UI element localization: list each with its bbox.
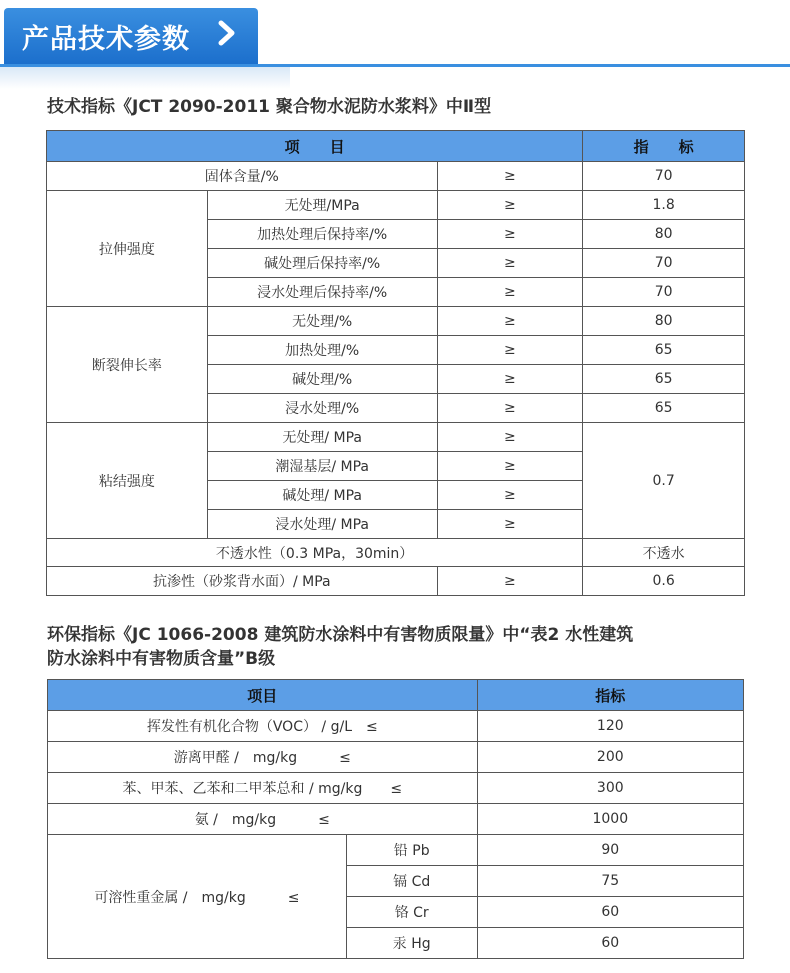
row-value: 65: [583, 394, 745, 423]
row-label: 苯、甲苯、乙苯和二甲苯总和 / mg/kg ≤: [48, 773, 478, 804]
row-label: 挥发性有机化合物（VOC） / g/L ≤: [48, 711, 478, 742]
table-row: [47, 191, 745, 220]
row-label: 无处理/%: [207, 307, 437, 336]
row-value: 65: [583, 365, 745, 394]
row-label: 抗渗性（砂浆背水面）/ MPa: [47, 567, 438, 596]
technical-spec-table: [46, 130, 745, 596]
row-label: 汞 Hg: [346, 928, 477, 959]
group-label-elongation: 断裂伸长率: [47, 307, 208, 423]
group-label-bond: 粘结强度: [47, 423, 208, 539]
header-item: 项目: [48, 680, 478, 711]
row-label: 氨 / mg/kg ≤: [48, 804, 478, 835]
gte-sign: ≥: [437, 394, 583, 423]
table-row: [47, 307, 745, 336]
table-row: [47, 539, 745, 567]
section1-title: 技术指标《JCT 2090-2011 聚合物水泥防水浆料》中Ⅱ型: [47, 97, 492, 117]
header-item: 项 目: [47, 131, 583, 162]
gte-sign: ≥: [437, 567, 583, 596]
row-label: 固体含量/%: [47, 162, 438, 191]
gte-sign: ≥: [437, 481, 583, 510]
row-value: 120: [477, 711, 743, 742]
table-row: [48, 742, 744, 773]
row-label: 碱处理/%: [207, 365, 437, 394]
row-value: 60: [477, 897, 743, 928]
header-banner: [0, 0, 790, 90]
row-value: 不透水: [583, 539, 745, 567]
table-row: [47, 423, 745, 452]
row-value: 60: [477, 928, 743, 959]
row-value: 0.6: [583, 567, 745, 596]
table-row: [48, 773, 744, 804]
row-value: 80: [583, 220, 745, 249]
row-value: 200: [477, 742, 743, 773]
row-label: 浸水处理后保持率/%: [207, 278, 437, 307]
row-label: 铅 Pb: [346, 835, 477, 866]
row-label: 加热处理/%: [207, 336, 437, 365]
gte-sign: ≥: [437, 510, 583, 539]
gte-sign: ≥: [437, 278, 583, 307]
row-value: 70: [583, 278, 745, 307]
group-label-metals: 可溶性重金属 / mg/kg ≤: [48, 835, 347, 959]
group-label-tensile: 拉伸强度: [47, 191, 208, 307]
row-label: 潮湿基层/ MPa: [207, 452, 437, 481]
page-title: 产品技术参数: [22, 24, 190, 55]
chevron-right-icon: [212, 18, 242, 48]
gte-sign: ≥: [437, 249, 583, 278]
row-label: 无处理/MPa: [207, 191, 437, 220]
table-row: [47, 162, 745, 191]
gte-sign: ≥: [437, 423, 583, 452]
gte-sign: ≥: [437, 365, 583, 394]
row-label: 无处理/ MPa: [207, 423, 437, 452]
row-value: 1000: [477, 804, 743, 835]
row-value: 90: [477, 835, 743, 866]
gte-sign: ≥: [437, 162, 583, 191]
row-value: 70: [583, 249, 745, 278]
section2-title-line2: 防水涂料中有害物质含量”B级: [47, 649, 276, 669]
row-value: 65: [583, 336, 745, 365]
row-value: 75: [477, 866, 743, 897]
row-label: 碱处理/ MPa: [207, 481, 437, 510]
gte-sign: ≥: [437, 336, 583, 365]
header-shadow: [0, 67, 290, 89]
header-value: 指标: [477, 680, 743, 711]
table-row: [48, 835, 744, 866]
gte-sign: ≥: [437, 307, 583, 336]
row-label: 铬 Cr: [346, 897, 477, 928]
table-header-row: [47, 131, 745, 162]
row-label: 不透水性（0.3 MPa，30min）: [47, 539, 583, 567]
environmental-spec-table: [47, 679, 744, 959]
row-value: 80: [583, 307, 745, 336]
header-value: 指 标: [583, 131, 745, 162]
row-value: 300: [477, 773, 743, 804]
row-label: 镉 Cd: [346, 866, 477, 897]
row-label: 浸水处理/%: [207, 394, 437, 423]
section2-title-line1: 环保指标《JC 1066-2008 建筑防水涂料中有害物质限量》中“表2 水性建筑: [47, 625, 634, 645]
row-value: 1.8: [583, 191, 745, 220]
row-value: 70: [583, 162, 745, 191]
row-label: 加热处理后保持率/%: [207, 220, 437, 249]
table-row: [48, 711, 744, 742]
row-value: 0.7: [583, 423, 745, 539]
row-label: 游离甲醛 / mg/kg ≤: [48, 742, 478, 773]
table-row: [47, 567, 745, 596]
gte-sign: ≥: [437, 452, 583, 481]
table-row: [48, 804, 744, 835]
table-header-row: [48, 680, 744, 711]
gte-sign: ≥: [437, 220, 583, 249]
row-label: 浸水处理/ MPa: [207, 510, 437, 539]
gte-sign: ≥: [437, 191, 583, 220]
row-label: 碱处理后保持率/%: [207, 249, 437, 278]
